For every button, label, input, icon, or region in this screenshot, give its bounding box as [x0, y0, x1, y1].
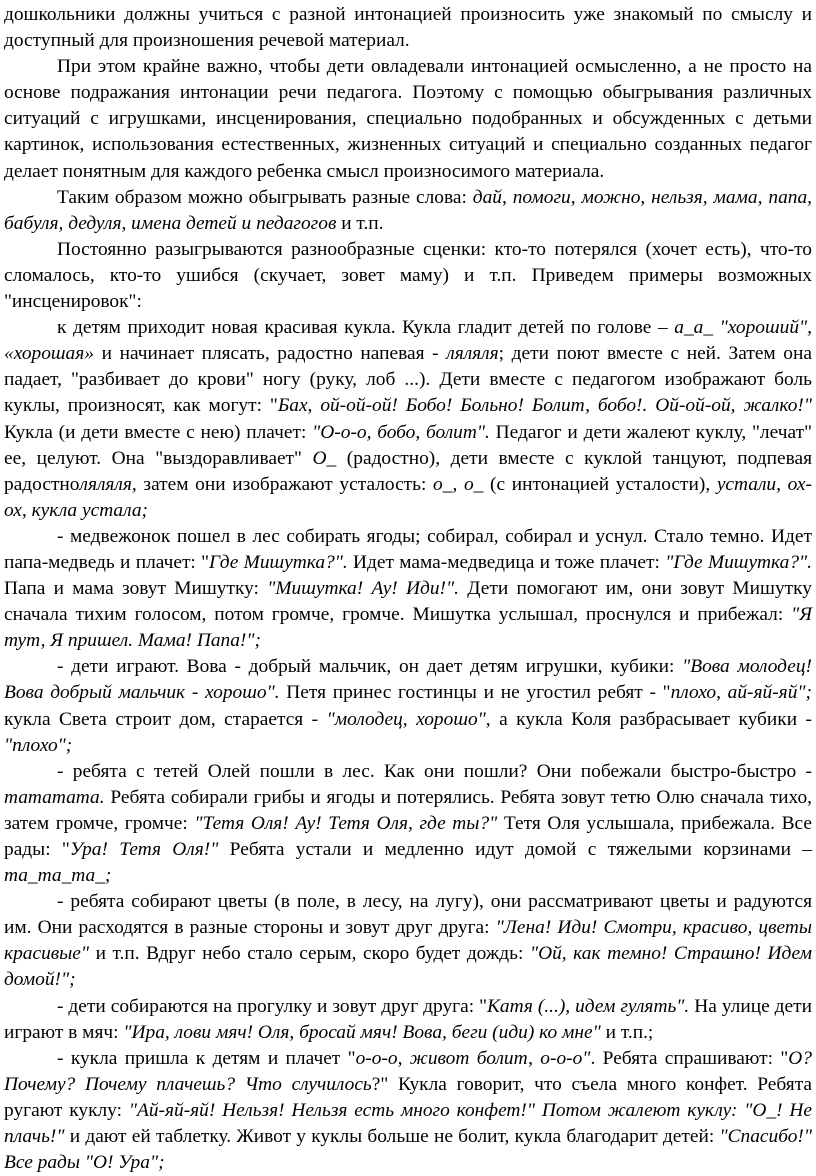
text: - ребята с тетей Олей пошли в лес. Как они пошли? Они побежали быстро-быстро -: [57, 760, 812, 782]
italic-text: "Ой, как темно! Страшно! Идем домой!";: [4, 943, 812, 991]
text: ; дети поют вместе с ней. Затем она падает, "разбивает до крови" ногу (руку, лоб ...). Дети вместе с педагогом изображают боль куклы, произносят, как могут: ": [4, 343, 812, 417]
text: Педагог и дети жалеют куклу, "лечат" ее, целуют. Она "выздоравливает": [4, 421, 812, 469]
text: Ребята собирали грибы и ягоды и потерялись. Ребята зовут тетю Олю сначала тихо, затем громче, громче:: [4, 786, 812, 834]
text: Постоянно разыгрываются разнообразные сценки: кто-то потерялся (хочет есть), что-то сломалось, кто-то ушибся (скучает, зовет маму) и т.п. Приведем примеры возможных "инсценировок":: [4, 238, 812, 313]
italic-text: ляляля,: [79, 473, 137, 495]
text: При этом крайне важно, чтобы дети овладевали интонацией осмысленно, а не просто на основе подражания интонации речи педагога. Поэтому с помощью обыгрывания различных ситуаций с игрушками, инсценирования, специально подобранных и обсужденных с детьми картинок, использования естественных, жизненных ситуаций и специально созданных педагог делает понятным для каждого ребенка смысл произносимого материала.: [4, 56, 812, 182]
italic-text: "Лена! Иди! Смотри, красиво, цветы красивые": [4, 917, 812, 965]
text: к детям приходит новая красивая кукла. Кукла гладит детей по голове –: [57, 317, 675, 339]
text: дошкольники должны учиться с разной интонацией произносить уже знакомый по смыслу и доступный для произношения речевой материал.: [4, 4, 812, 52]
text: и начинает плясать, радостно напевая -: [93, 343, 447, 365]
italic-text: плохо, ай-яй-яй";: [670, 682, 812, 704]
italic-text: "Вова молодец! Вова добрый мальчик - хорошо".: [4, 656, 812, 704]
italic-text: "Я тут, Я пришел. Мама! Папа!";: [4, 604, 812, 652]
text: и т.п.: [336, 212, 384, 234]
italic-text: Где Мишутка?".: [209, 551, 348, 573]
italic-text: "О-о-о, бобо, болит".: [312, 421, 490, 443]
italic-text: о_, о_: [433, 473, 484, 495]
italic-text: а_а_ "хороший", «хорошая»: [4, 317, 813, 365]
text: и т.п.;: [600, 1021, 654, 1043]
paragraph: [4, 237, 812, 315]
paragraph: [4, 654, 812, 758]
italic-text: "плохо";: [4, 734, 73, 756]
text: затем они изображают усталость:: [136, 473, 434, 495]
text: (радостно), дети вместе с куклой танцуют, подпевая радостно: [4, 447, 812, 495]
text: Дети помогают им, они зовут Мишутку сначала тихим голосом, потом громче, громче. Мишутка услышал, проснулся и прибежал:: [4, 578, 812, 626]
text: кукла Света строит дом, старается -: [4, 708, 327, 730]
paragraph: [4, 1046, 812, 1176]
text: - ребята собирают цветы (в поле, в лесу, на лугу), они рассматривают цветы и радуются им. Они расходятся в разные стороны и зовут друг друга:: [4, 891, 812, 939]
text: Кукла (и дети вместе с нею) плачет:: [4, 421, 313, 443]
text: Идет мама-медведица и тоже плачет:: [347, 551, 666, 573]
italic-text: ляляля: [446, 343, 499, 365]
italic-text: "Тетя Оля! Ау! Тетя Оля, где ты?": [194, 812, 498, 834]
italic-text: устали, ох-ох, кукла устала;: [4, 473, 812, 521]
italic-text: Бах, ой-ой-ой! Бобо! Больно! Болит, бобо!. Ой-ой-ой, жалко!": [277, 395, 812, 417]
italic-text: дай, помоги, можно, нельзя, мама, папа, бабуля, дедуля, имена детей и педагогов: [4, 186, 812, 234]
paragraph: [4, 524, 812, 654]
italic-text: О? Почему? Почему плачешь? Что случилось: [4, 1047, 812, 1095]
italic-text: "Ира, лови мяч! Оля, бросай мяч! Вова, беги (иди) ко мне": [123, 1021, 601, 1043]
text: - дети играют. Вова - добрый мальчик, он дает детям игрушки, кубики:: [57, 656, 683, 678]
text: . Ребята спрашивают: ": [590, 1047, 789, 1069]
italic-text: "молодец, хорошо": [326, 708, 486, 730]
text: На улице дети играют в мяч:: [4, 995, 812, 1043]
text: Петя принес гостинцы и не угостил ребят - ": [279, 682, 671, 704]
text: - дети собираются на прогулку и зовут друг друга: ": [57, 995, 488, 1017]
italic-text: "Спасибо!" Все рады "О! Ура";: [4, 1126, 812, 1174]
italic-text: О_: [312, 447, 337, 469]
italic-text: о-о-о, живот болит, о-о-о": [355, 1047, 591, 1069]
italic-text: "Ай-яй-яй! Нельзя! Нельзя есть много конфет!" Потом жалеют куклу: "О_! Не плачь!": [4, 1099, 812, 1148]
italic-text: Катя (...), идем гулять".: [487, 995, 690, 1017]
text: - медвежонок пошел в лес собирать ягоды; собирал, собирал и уснул. Стало темно. Идет папа-медведь и плачет: ": [4, 525, 812, 573]
paragraph: [4, 185, 812, 237]
italic-text: та_та_та_;: [4, 865, 112, 887]
text: (с интонацией усталости),: [483, 473, 717, 495]
italic-text: тататата.: [4, 786, 105, 808]
text: и т.п. Вдруг небо стало серым, скоро будет дождь:: [89, 943, 530, 965]
text: Ребята устали и медленно идут домой с тяжелыми корзинами –: [218, 839, 812, 860]
text: , а кукла Коля разбрасывает кубики -: [485, 708, 812, 730]
text: Таким образом можно обыгрывать разные слова:: [57, 186, 473, 208]
italic-text: "Где Мишутка?".: [665, 551, 813, 573]
paragraph: [4, 759, 812, 889]
text: ?" Кукла говорит, что съела много конфет. Ребята ругают куклу:: [4, 1073, 813, 1121]
text: и дают ей таблетку. Живот у куклы больше не болит, кукла благодарит детей:: [64, 1126, 720, 1148]
text: - кукла пришла к детям и плачет ": [57, 1047, 356, 1069]
paragraph: [4, 54, 812, 184]
paragraph: [4, 889, 812, 993]
italic-text: "Мишутка! Ау! Иди!".: [267, 578, 460, 600]
text: Тетя Оля услышала, прибежала. Все рады: ": [4, 812, 812, 860]
paragraph: [4, 994, 812, 1046]
text: Папа и мама зовут Мишутку:: [4, 578, 268, 600]
paragraph: [4, 2, 812, 54]
paragraph: [4, 315, 812, 524]
italic-text: Ура! Тетя Оля!": [69, 839, 219, 860]
